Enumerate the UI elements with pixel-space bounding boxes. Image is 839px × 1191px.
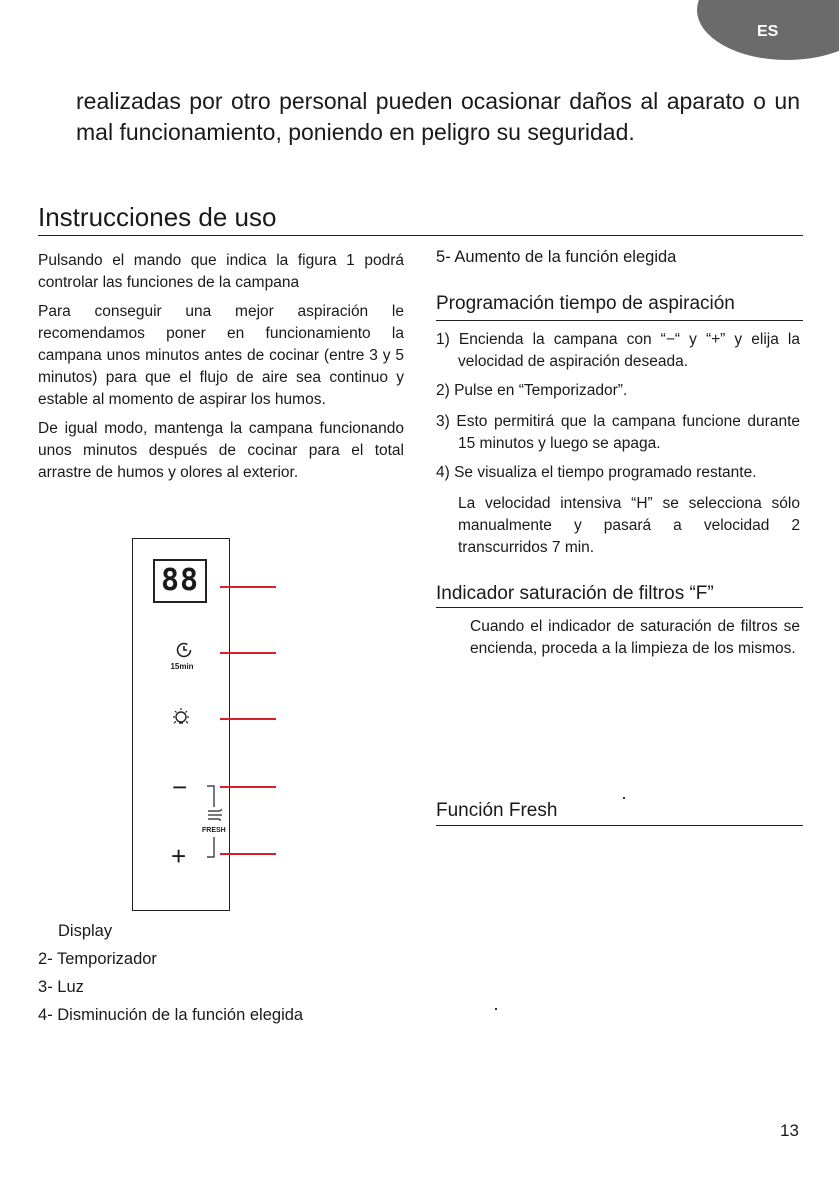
light-icon [171,707,191,729]
step-3: 3) Esto permitirá que la campana funcione durante 15 minutos y luego se apaga. [436,413,800,452]
legend-number: 3 [38,978,48,996]
paragraph-control: Pulsando el mando que indica la figura 1 podrá controlar las funciones de la campana [38,252,404,291]
legend-text: - Disminución de la función elegida [47,1006,304,1024]
plus-icon: + [171,841,187,871]
step-4: 4) Se visualiza el tiempo programado restante. [436,464,757,481]
legend-text: - Luz [47,978,84,996]
callout-line-plus [220,853,276,855]
language-label: ES [757,23,779,40]
fresh-icon [206,807,224,823]
stray-dot [495,1008,497,1010]
legend-item-display: Display [58,922,113,940]
legend-item-increase [436,248,676,267]
fresh-rule [436,825,803,826]
timer-icon [175,641,193,659]
timer-label: 15min [170,662,194,671]
paragraph-after-cooking: De igual modo, mantenga la campana funcionando unos minutos después de cocinar para el total arrastre de humos y olores al exterior. [38,420,404,481]
filtros-text: Cuando el indicador de saturación de filtros se encienda, proceda a la limpieza de los mismos. [470,618,800,657]
filtros-rule [436,607,803,608]
callout-line-minus [220,786,276,788]
legend-number: 4 [38,1006,48,1024]
programacion-rule [436,320,803,321]
timer-control [169,641,199,671]
callout-line-light [220,718,276,720]
step-1: 1) Encienda la campana con “−“ y “+” y elija la velocidad de aspiración deseada. [436,331,800,370]
callout-line-display [220,586,276,588]
minus-icon: − [172,772,188,802]
callout-line-timer [220,652,276,654]
paragraph-aspiration: Para conseguir una mejor aspiración le recomendamos poner en funcionamiento la campana unos minutos antes de cocinar (entre 3 y 5 minutos) para que el flujo de aire sea continuo y estable al momento de aspirar los humos. [38,303,404,408]
section-rule [38,235,803,236]
intensive-note: La velocidad intensiva “H” se selecciona sólo manualmente y pasará a velocidad 2 transcurridos 7 min. [458,495,800,556]
fresh-label: FRESH [202,827,226,834]
legend-number: 2 [38,950,48,968]
legend-number: 5 [436,248,446,266]
page-number: 13 [780,1121,799,1140]
programacion-title: Programación tiempo de aspiración [436,293,735,314]
fresh-title: Función Fresh [436,800,558,821]
step-2: 2) Pulse en “Temporizador”. [436,382,628,399]
legend-text: - Temporizador [47,950,157,968]
control-panel-figure [132,538,230,911]
legend-item-timer [38,950,157,969]
left-column [38,250,404,491]
legend-item-decrease [38,1006,303,1025]
intro-paragraph: realizadas por otro personal pueden ocasionar daños al aparato o un mal funcionamiento, poniendo en peligro su seguridad. [76,88,800,145]
filtros-title: Indicador saturación de filtros “F” [436,583,714,604]
section-title: Instrucciones de uso [38,202,277,232]
display-readout: 88 [153,559,207,603]
legend-item-light [38,978,84,997]
stray-dot [623,797,625,799]
legend-text: - Aumento de la función elegida [445,248,677,266]
